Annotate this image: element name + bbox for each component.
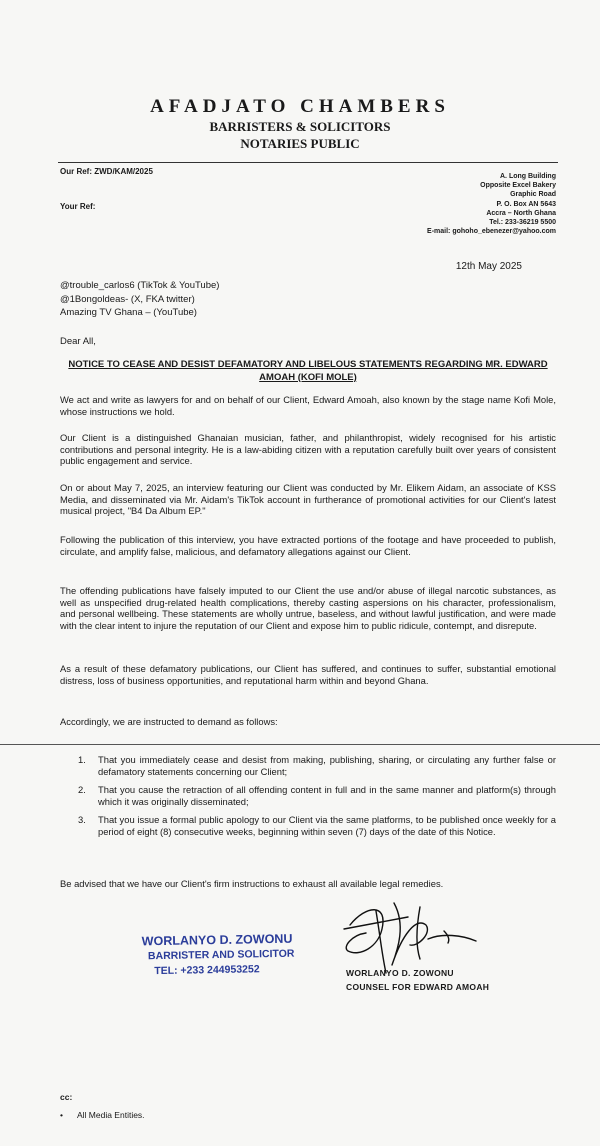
- paragraph: Our Client is a distinguished Ghanaian musician, father, and philanthropist, widely recognised for his artistic contributions and personal integrity. He is a law-abiding citizen with a reputation carefully built over years of consistent public engagement and service.: [60, 432, 556, 467]
- paragraph: As a result of these defamatory publications, our Client has suffered, and continues to suffer, substantial emotional distress, loss of business opportunities, and reputational harm within and beyond Ghana.: [60, 663, 556, 686]
- firm-notaries: NOTARIES PUBLIC: [240, 136, 360, 151]
- demand-text: That you cause the retraction of all offending content in full and in the same manner and platform(s) through which it was originally disseminated;: [98, 784, 556, 807]
- stamp-phone: TEL: +233 244953252: [154, 963, 260, 978]
- recipients: [60, 279, 219, 320]
- salutation: Dear All,: [60, 336, 96, 347]
- stamp-name: WORLANYO D. ZOWONU: [141, 931, 293, 949]
- demand-number: 1.: [78, 754, 86, 765]
- page-fold-line: [0, 744, 600, 745]
- our-ref: Our Ref: ZWD/KAM/2025: [60, 167, 153, 176]
- paragraph: The offending publications have falsely imputed to our Client the use and/or abuse of illegal narcotic substances, as well as unspecified drug-related health complications, thereby casting aspersions on his character, professionalism, and personal wellbeing. These statements are wholly untrue, baseless, and without lawful justification, and were made with the clear intent to injure the reputation of our Client and expose him to public ridicule, contempt, and disrepute.: [60, 585, 556, 631]
- cc-list: [60, 1110, 145, 1120]
- firm-address: [427, 172, 556, 236]
- demand-text: That you immediately cease and desist from making, publishing, sharing, or circulating any further false or defamatory statements concerning our Client;: [98, 754, 556, 777]
- demand-text: That you issue a formal public apology to our Client via the same platforms, to be published once weekly for a period of eight (8) consecutive weeks, beginning within seven (7) days of the date of this Notice.: [98, 814, 556, 837]
- recipient: @1Bongoldeas- (X, FKA twitter): [60, 293, 195, 305]
- address-line: A. Long Building: [500, 173, 556, 180]
- cc-label: cc:: [60, 1092, 73, 1102]
- address-line: Tel.: 233-36219 5500: [489, 219, 556, 227]
- demand-item: [78, 814, 556, 837]
- signatory-name: WORLANYO D. ZOWONU: [346, 968, 454, 978]
- demand-item: [78, 784, 556, 807]
- stamp-title: BARRISTER AND SOLICITOR: [147, 947, 295, 963]
- address-email: E-mail: gohoho_ebenezer@yahoo.com: [427, 228, 556, 236]
- cc-item: • All Media Entities.: [60, 1110, 145, 1120]
- recipient: @trouble_carlos6 (TikTok & YouTube): [60, 280, 220, 291]
- paragraph: On or about May 7, 2025, an interview featuring our Client was conducted by Mr. Elikem Aidam, an associate of KSS Media, and disseminated via Mr. Aidam's TikTok account in furtherance of promotional activities for our Client's latest musical project, "B4 Da Album EP.": [60, 482, 556, 517]
- closing-statement: Be advised that we have our Client's firm instructions to exhaust all available legal remedies.: [60, 878, 444, 889]
- demand-number: 2.: [78, 784, 86, 796]
- firm-subtitle: BARRISTERS & SOLICITORS: [209, 119, 391, 134]
- address-line: Opposite Excel Bakery: [480, 182, 556, 190]
- paragraph: Following the publication of this interview, you have extracted portions of the footage and have proceeded to publish, circulate, and amplify false, malicious, and defamatory allegations against our Client.: [60, 534, 556, 557]
- demand-number: 3.: [78, 814, 86, 826]
- your-ref: Your Ref:: [60, 202, 96, 211]
- lawyer-stamp: [142, 932, 295, 980]
- handwritten-signature: [336, 895, 486, 977]
- recipient: Amazing TV Ghana – (YouTube): [60, 307, 197, 318]
- demand-item: [78, 754, 556, 777]
- paragraph: Accordingly, we are instructed to demand as follows:: [60, 716, 278, 727]
- signature-block: [346, 966, 489, 994]
- paragraph: We act and write as lawyers for and on behalf of our Client, Edward Amoah, also known by the stage name Kofi Mole, whose instructions we hold.: [60, 394, 556, 417]
- notice-heading: NOTICE TO CEASE AND DESIST DEFAMATORY AND LIBELOUS STATEMENTS REGARDING MR. EDWARD AMOAH (KOFI MOLE): [68, 359, 548, 383]
- letter-date: 12th May 2025: [455, 261, 522, 272]
- letterhead-rule: [58, 162, 558, 163]
- signatory-role: COUNSEL FOR EDWARD AMOAH: [346, 982, 490, 992]
- demands-list: [78, 754, 556, 845]
- address-line: P. O. Box AN 5643: [496, 200, 556, 208]
- address-line: Graphic Road: [510, 191, 556, 199]
- firm-name: AFADJATO CHAMBERS: [150, 96, 450, 117]
- address-line: Accra – North Ghana: [486, 209, 556, 217]
